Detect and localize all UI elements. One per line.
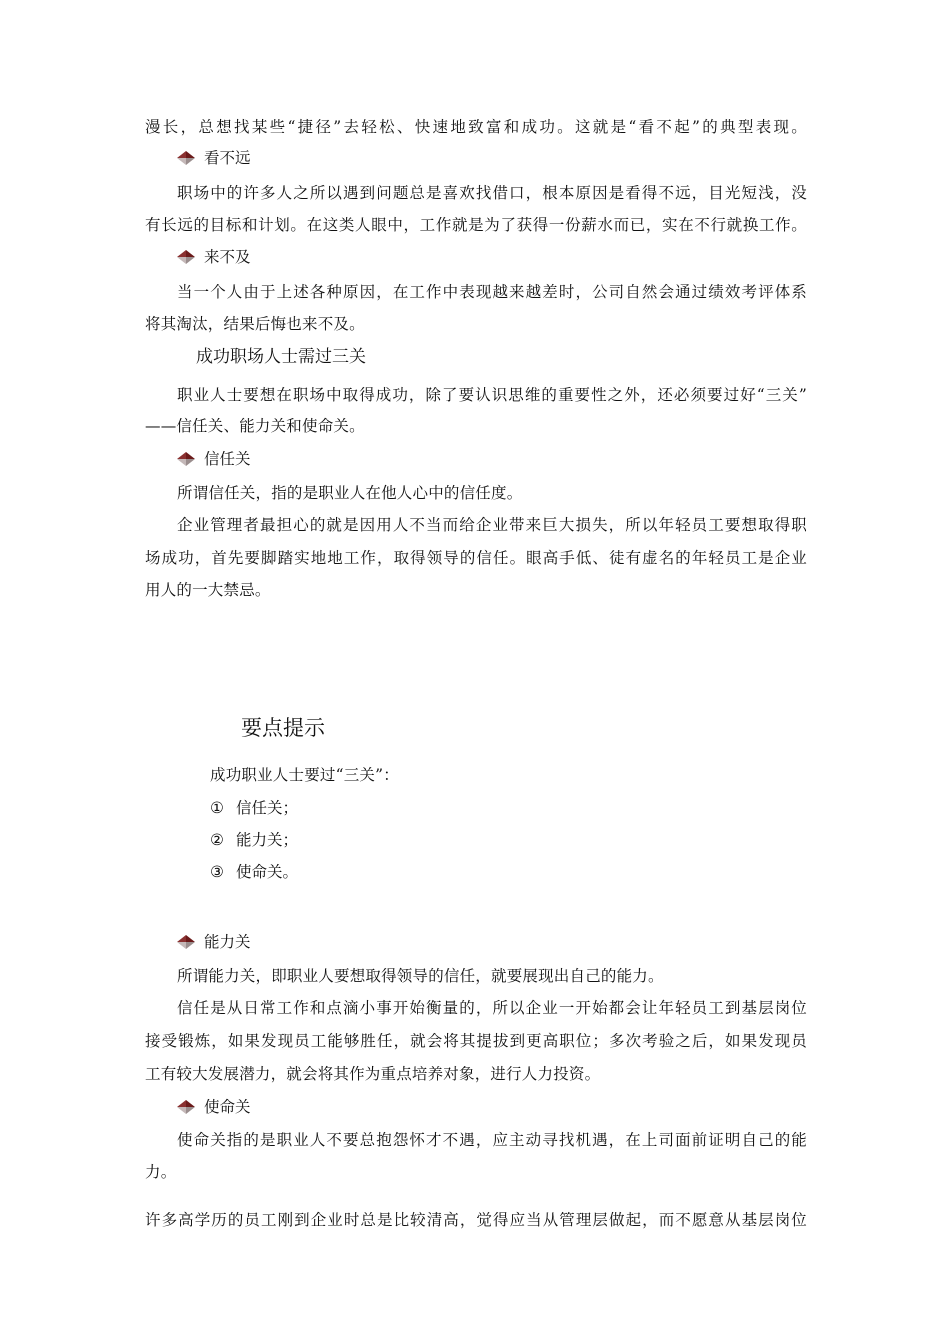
tips-intro: 成功职业人士要过“三关”： bbox=[210, 766, 399, 784]
bullet-label: 使命关 bbox=[204, 1098, 251, 1116]
paragraph-line: 职业人士要想在职场中取得成功，除了要认识思维的重要性之外，还必须要过好“三关” bbox=[177, 386, 807, 404]
paragraph-line: 有长远的目标和计划。在这类人眼中，工作就是为了获得一份薪水而已，实在不行就换工作。 bbox=[145, 216, 807, 234]
paragraph-line: 信任是从日常工作和点滴小事开始衡量的，所以企业一开始都会让年轻员工到基层岗位 bbox=[177, 999, 807, 1017]
bullet-label: 来不及 bbox=[204, 248, 251, 266]
diamond-bullet-icon bbox=[177, 452, 195, 466]
bullet-heading-laibuji bbox=[177, 246, 251, 268]
paragraph-line: 企业管理者最担心的就是因用人不当而给企业带来巨大损失，所以年轻员工要想取得职 bbox=[177, 516, 807, 534]
paragraph-line: 当一个人由于上述各种原因，在工作中表现越来越差时，公司自然会通过绩效考评体系 bbox=[177, 283, 807, 301]
paragraph-line: 所谓能力关，即职业人要想取得领导的信任，就要展现出自己的能力。 bbox=[177, 967, 664, 985]
paragraph-line: 许多高学历的员工刚到企业时总是比较清高，觉得应当从管理层做起，而不愿意从基层岗位 bbox=[145, 1211, 807, 1229]
paragraph-line: 用人的一大禁忌。 bbox=[145, 581, 271, 599]
tips-list-item bbox=[210, 830, 298, 850]
paragraph-line: 工有较大发展潜力，就会将其作为重点培养对象，进行人力投资。 bbox=[145, 1065, 601, 1083]
paragraph-line: 将其淘汰，结果后悔也来不及。 bbox=[145, 315, 365, 333]
paragraph-line: 职场中的许多人之所以遇到问题总是喜欢找借口，根本原因是看得不远，目光短浅，没 bbox=[177, 184, 807, 202]
bullet-label: 能力关 bbox=[204, 933, 251, 951]
bullet-label: 看不远 bbox=[204, 149, 251, 167]
diamond-bullet-icon bbox=[177, 250, 195, 264]
list-text: 信任关； bbox=[236, 799, 299, 817]
bullet-label: 信任关 bbox=[204, 450, 251, 468]
paragraph-line: 使命关指的是职业人不要总抱怨怀才不遇，应主动寻找机遇，在上司面前证明自己的能 bbox=[177, 1131, 807, 1149]
diamond-bullet-icon bbox=[177, 151, 195, 165]
paragraph-line: 漫长，总想找某些“捷径”去轻松、快速地致富和成功。这就是“看不起”的典型表现。 bbox=[145, 118, 807, 136]
list-text: 使命关。 bbox=[236, 863, 299, 881]
paragraph-line: ——信任关、能力关和使命关。 bbox=[145, 417, 365, 435]
diamond-bullet-icon bbox=[177, 1100, 195, 1114]
list-number: ① bbox=[210, 799, 224, 817]
bullet-heading-xinrenguan bbox=[177, 448, 251, 470]
tips-title: 要点提示 bbox=[241, 716, 325, 740]
list-text: 能力关； bbox=[236, 831, 299, 849]
paragraph-line: 力。 bbox=[145, 1163, 177, 1181]
section-heading: 成功职场人士需过三关 bbox=[196, 347, 366, 367]
bullet-heading-shimingguan bbox=[177, 1096, 251, 1118]
bullet-heading-nengliguan bbox=[177, 931, 251, 953]
bullet-heading-kanbuyuan bbox=[177, 147, 251, 169]
paragraph-line: 场成功，首先要脚踏实地地工作，取得领导的信任。眼高手低、徒有虚名的年轻员工是企业 bbox=[145, 549, 807, 567]
diamond-bullet-icon bbox=[177, 935, 195, 949]
list-number: ③ bbox=[210, 863, 224, 881]
paragraph-line: 所谓信任关，指的是职业人在他人心中的信任度。 bbox=[177, 484, 523, 502]
list-number: ② bbox=[210, 831, 224, 849]
paragraph-line: 接受锻炼，如果发现员工能够胜任，就会将其提拔到更高职位；多次考验之后，如果发现员 bbox=[145, 1032, 807, 1050]
tips-list-item bbox=[210, 862, 298, 882]
tips-list-item bbox=[210, 798, 298, 818]
